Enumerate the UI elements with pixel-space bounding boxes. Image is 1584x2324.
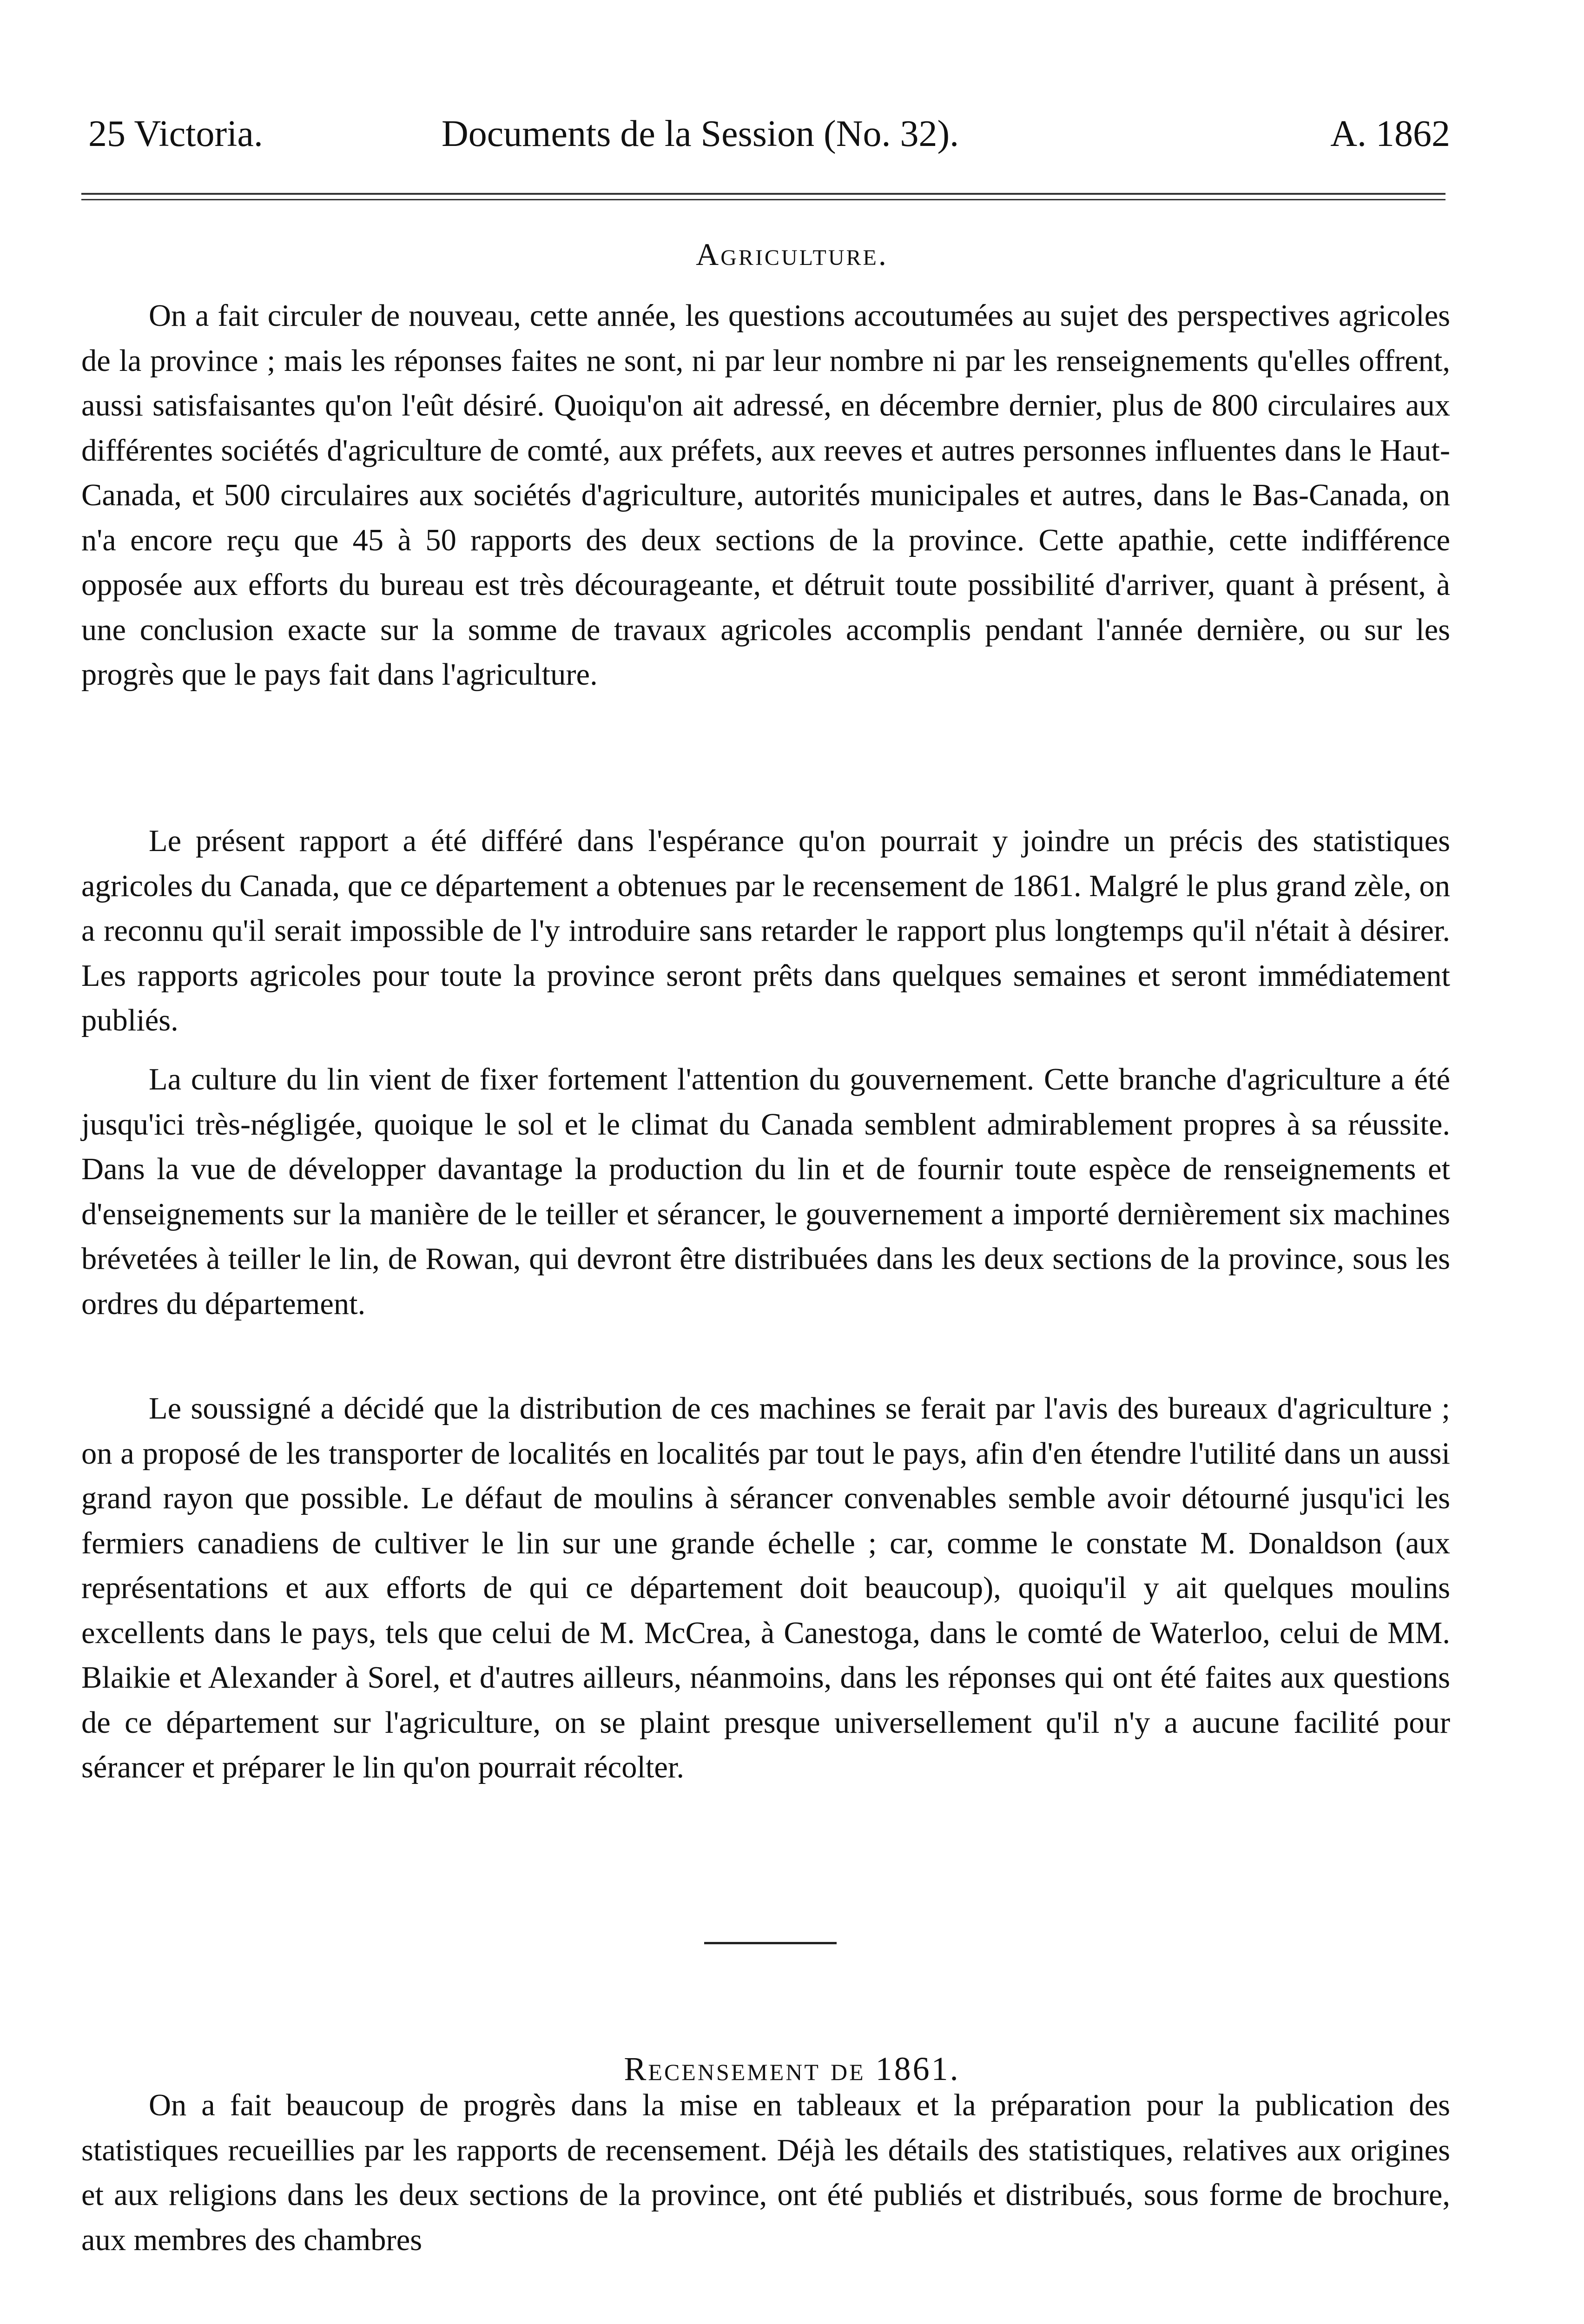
section-title-recensement: Recensement de 1861. [624,2050,960,2087]
header-volume: 25 Victoria. [88,113,263,154]
section-title-agriculture: Agriculture. [696,237,888,272]
paragraph-agriculture-3: La culture du lin vient de fixer fortement l'attention du gouvernement. Cette branche d'agriculture a été jusqu'ici très-négligée, quoique le sol et le climat du Canada semblent admirablement propres à sa réussite. Dans la vue de développer davantage la production du lin et de fournir toute espèce de renseignements et d'enseignements sur la manière de le teiller et sérancer, le gouvernement a importé dernièrement six machines brévetées à teiller le lin, de Rowan, qui devront être distribuées dans les deux sections de la province, sous les ordres du département. [81,1063,1450,1321]
section-divider [704,1942,837,1944]
header-title: Documents de la Session (No. 32). [442,113,959,154]
paragraph-agriculture-1: On a fait circuler de nouveau, cette année, les questions accoutumées au sujet des perspectives agricoles de la province ; mais les réponses faites ne sont, ni par leur nombre ni par les renseignements qu'elles offrent, aussi satisfaisantes qu'on l'eût désiré. Quoiqu'on ait adressé, en décembre dernier, plus de 800 circulaires aux différentes sociétés d'agriculture de comté, aux préfets, aux reeves et autres personnes influentes dans le Haut-Canada, et 500 circulaires aux sociétés d'agriculture, autorités municipales et autres, dans le Bas-Canada, on n'a encore reçu que 45 à 50 rapports des deux sections de la province. Cette apathie, cette indifférence opposée aux efforts du bureau est très décourageante, et détruit toute possibilité d'arriver, quant à présent, à une conclusion exacte sur la somme de travaux agricoles accomplis pendant l'année dernière, ou sur les progrès que le pays fait dans l'agriculture. [81,299,1450,692]
running-header [88,106,1450,162]
header-rule-bottom [81,199,1445,200]
paragraph-recensement-1: On a fait beaucoup de progrès dans la mise en tableaux et la préparation pour la publication des statistiques recueillies par les rapports de recensement. Déjà les détails des statistiques, relatives aux origines et aux religions dans les deux sections de la province, ont été publiés et distribués, sous forme de brochure, aux membres des chambres [81,2088,1450,2257]
paragraph-agriculture-2: Le présent rapport a été différé dans l'espérance qu'on pourrait y joindre un précis des statistiques agricoles du Canada, que ce département a obtenues par le recensement de 1861. Malgré le plus grand zèle, on a reconnu qu'il serait impossible de l'y introduire sans retarder le rapport plus longtemps qu'il n'était à désirer. Les rapports agricoles pour toute la province seront prêts dans quelques semaines et seront immédiatement publiés. [81,824,1450,1037]
header-rule-top [81,193,1445,195]
header-year: A. 1862 [1330,113,1450,154]
paragraph-agriculture-4: Le soussigné a décidé que la distribution de ces machines se ferait par l'avis des bureaux d'agriculture ; on a proposé de les transporter de localités en localités par tout le pays, afin d'en étendre l'utilité dans un aussi grand rayon que possible. Le défaut de moulins à sérancer convenables semble avoir détourné jusqu'ici les fermiers canadiens de cultiver le lin sur une grande échelle ; car, comme le constate M. Donaldson (aux représentations et aux efforts de qui ce département doit beaucoup), quoiqu'il y ait quelques moulins excellents dans le pays, tels que celui de M. McCrea, à Canestoga, dans le comté de Waterloo, celui de MM. Blaikie et Alexander à Sorel, et d'autres ailleurs, néanmoins, dans les réponses qui ont été faites aux questions de ce département sur l'agriculture, on se plaint presque universellement qu'il n'y a aucune facilité pour sérancer et préparer le lin qu'on pourrait récolter. [81,1392,1450,1784]
